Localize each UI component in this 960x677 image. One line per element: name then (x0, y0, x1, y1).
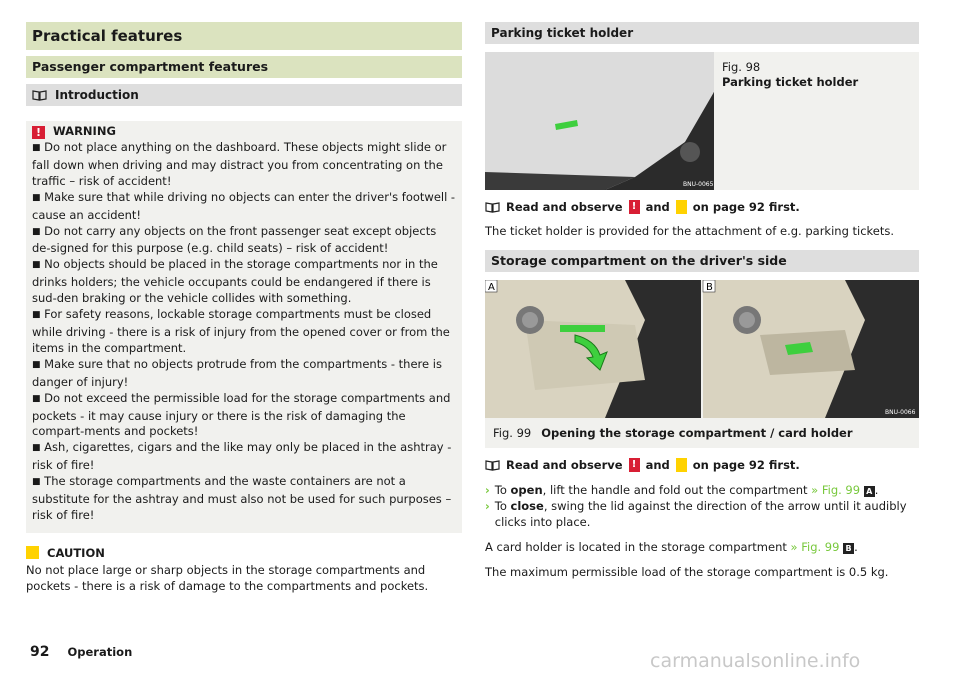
warning-header (32, 124, 456, 140)
page-footer (30, 644, 132, 660)
label-b: B (706, 282, 713, 293)
warning-icon: ! (32, 126, 45, 139)
storage-heading: Storage compartment on the driver's side (485, 250, 919, 272)
warning-item: ■ Do not exceed the permissible load for the storage compartments and pockets - it may cause injury or there is the risk of damaging the compart-ments and pockets! (32, 390, 451, 439)
label-a: A (488, 282, 495, 293)
steps (485, 482, 919, 530)
caution-text: No not place large or sharp objects in the storage compartments and pockets - there is a risk of damage to the compartments and pockets. (26, 562, 429, 593)
figure-title: Parking ticket holder (722, 75, 859, 89)
figure-99 (485, 280, 919, 448)
warning-item: ■ Do not carry any objects on the front passenger seat except objects de-signed for this purpose (e.g. child seats) – risk of accident! (32, 223, 437, 256)
step-open: › To open, lift the handle and fold out the compartment » Fig. 99 A . (485, 483, 879, 497)
card-holder-text: A card holder is located in the storage compartment » Fig. 99 B . (485, 540, 858, 554)
caution-label: CAUTION (47, 545, 105, 560)
fig-99-link[interactable]: » Fig. 99 (811, 483, 861, 497)
chevron-right-icon: › (485, 483, 490, 497)
read-and-observe: Read and observe ! and on page 92 first. (485, 200, 919, 214)
right-column (485, 22, 919, 580)
caution-icon (26, 546, 39, 559)
intro-title: Introduction (55, 88, 139, 102)
warning-icon: ! (629, 458, 640, 472)
warning-icon: ! (629, 200, 640, 214)
step-close: › To close, swing the lid against the direction of the arrow until it audibly clicks into place. (485, 499, 907, 529)
parking-body: The ticket holder is provided for the attachment of e.g. parking tickets. (485, 224, 895, 238)
book-icon (485, 460, 500, 471)
intro-heading (26, 84, 462, 106)
warning-item: ■ For safety reasons, lockable storage compartments must be closed while driving - there is a risk of injury from the opened cover or from the items in the compartment. (32, 307, 450, 355)
book-icon (32, 90, 47, 101)
watermark: carmanualsonline.info (650, 650, 861, 672)
figure-number: Fig. 98 (722, 60, 761, 74)
section-title: Practical features (26, 22, 462, 50)
figure-98-caption (722, 60, 858, 90)
page-number: 92 (30, 644, 50, 660)
caution-header (26, 546, 462, 560)
chevron-right-icon: › (485, 499, 490, 513)
warning-label: WARNING (53, 124, 116, 139)
book-icon (485, 202, 500, 213)
figure-number: Fig. 99 (493, 426, 532, 440)
footer-section: Operation (67, 645, 133, 659)
max-load-text: The maximum permissible load of the storage compartment is 0.5 kg. (485, 565, 889, 579)
image-code: BNU-0065 (683, 181, 714, 188)
warning-box (26, 121, 462, 533)
figure-99-caption (493, 426, 853, 440)
subsection-title: Passenger compartment features (26, 56, 462, 78)
warning-item: ■ Make sure that no objects protrude from the compartments - there is danger of injury! (32, 356, 442, 389)
warning-item: ■ Make sure that while driving no objects can enter the driver's footwell - cause an accident! (32, 189, 456, 222)
read-and-observe: Read and observe ! and on page 92 first. (485, 458, 919, 472)
warning-item: ■ Ash, cigarettes, cigars and the like may only be placed in the ashtray - risk of fire! (32, 440, 452, 473)
image-code: BNU-0066 (885, 409, 916, 416)
storage-compartment-image (485, 280, 919, 418)
figure-98 (485, 52, 919, 190)
fig-99-link[interactable]: » Fig. 99 (790, 540, 840, 554)
figure-title: Opening the storage compartment / card holder (541, 426, 853, 440)
warning-item: ■ Do not place anything on the dashboard. These objects might slide or fall down when driving and may distract you from concentrating on the traffic – risk of accident! (32, 140, 447, 188)
parking-ticket-heading: Parking ticket holder (485, 22, 919, 44)
caution-icon (676, 458, 687, 472)
warning-item: ■ No objects should be placed in the storage compartments nor in the drinks holders; the vehicle occupants could be endangered if there is sud-den braking or the vehicle collides with something. (32, 257, 438, 306)
caution-icon (676, 200, 687, 214)
key-a-icon: A (864, 486, 875, 497)
left-column (26, 22, 462, 594)
key-b-icon: B (843, 543, 854, 554)
warning-item: ■ The storage compartments and the waste containers are not a substitute for the ashtray and must also not be used for such purposes – risk of fire! (32, 474, 452, 522)
parking-ticket-holder-image (485, 52, 714, 190)
